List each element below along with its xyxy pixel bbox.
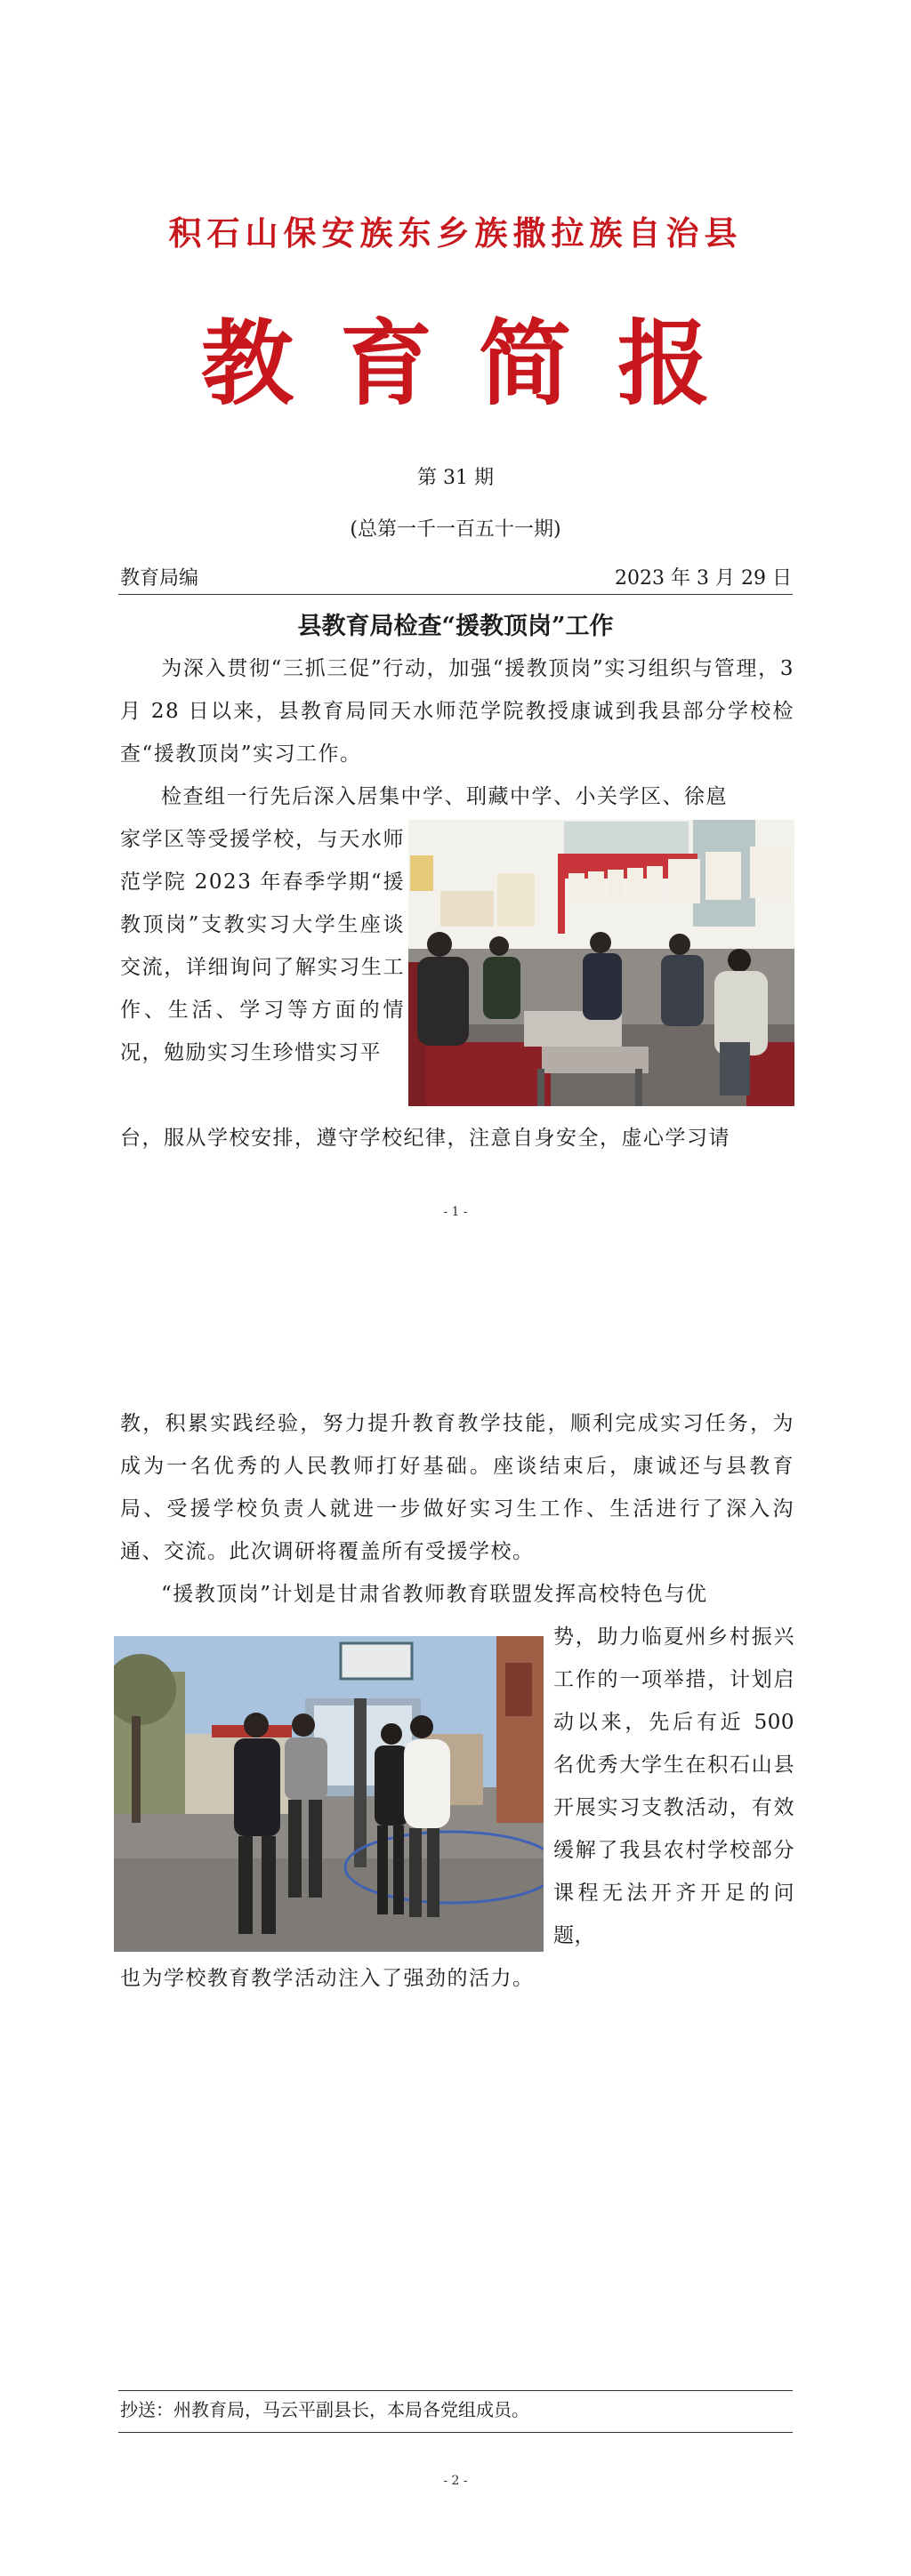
paragraph-2-line1 xyxy=(120,775,794,818)
outdoor-photo xyxy=(114,1636,544,1952)
header-divider xyxy=(118,594,793,595)
meeting-photo xyxy=(408,820,794,1106)
paragraph-1 xyxy=(120,647,794,775)
org-title: 积石山保安族东乡族撒拉族自治县 xyxy=(168,213,743,253)
article-title: 县教育局检查“援教顶岗”工作 xyxy=(297,613,614,640)
paragraph-2-last-line: 台，服从学校安排，遵守学校纪律，注意自身安全，虚心学习请 xyxy=(120,1127,730,1150)
paragraph-3-line1 xyxy=(120,1573,794,1616)
page-number-1: - 1 - xyxy=(443,1205,468,1219)
total-issue: (总第一千一百五十一期) xyxy=(350,518,561,541)
paragraph-3-wrapped: 势，助力临夏州乡村振兴工作的一项举措，计划启动以来，先后有近 500 名优秀大学生在积石山县开展实习支教活动，有效缓解了我县农村学校部分课程无法开齐开足的问题， xyxy=(553,1625,794,1947)
page-1 xyxy=(0,0,911,1245)
cc-line: 抄送：州教育局，马云平副县长，本局各党组成员。 xyxy=(120,2399,529,2420)
paragraph-1-text: 为深入贯彻“三抓三促”行动，加强“援教顶岗”实习组织与管理，3 月 28 日以来，县教育局同天水师范学院教授康诚到我县部分学校检查“援教顶岗”实习工作。 xyxy=(120,657,794,766)
paragraph-3-last-line: 也为学校教育教学活动注入了强劲的活力。 xyxy=(120,1967,535,1990)
issue-number: 第 31 期 xyxy=(417,467,494,489)
paragraph-3-first-line: “援教顶岗”计划是甘肃省教师教育联盟发挥高校特色与优 xyxy=(161,1583,708,1606)
publish-date: 2023 年 3 月 29 日 xyxy=(615,567,792,590)
cc-divider-top xyxy=(118,2390,793,2391)
editor-label: 教育局编 xyxy=(120,567,199,590)
paragraph-2-first-line: 检查组一行先后深入居集中学、刵藏中学、小关学区、徐扈 xyxy=(161,785,728,808)
paragraph-2-continued: 教，积累实践经验，努力提升教育教学技能，顺利完成实习任务，为成为一名优秀的人民教师打好基础。座谈结束后，康诚还与县教育局、受援学校负责人就进一步做好实习生工作、生活进行了深入沟通、交流。此次调研将覆盖所有受援学校。 xyxy=(120,1412,794,1563)
paragraph-2-wrapped: 家学区等受援学校，与天水师范学院 2023 年春季学期“援教顶岗”支教实习大学生座谈交流，详细询问了解实习生工作、生活、学习等方面的情况，勉励实习生珍惜实习平 xyxy=(120,828,405,1064)
page-number-2: - 2 - xyxy=(443,2474,468,2488)
main-title: 教育简报 xyxy=(200,309,756,418)
cc-divider-bottom xyxy=(118,2432,793,2433)
